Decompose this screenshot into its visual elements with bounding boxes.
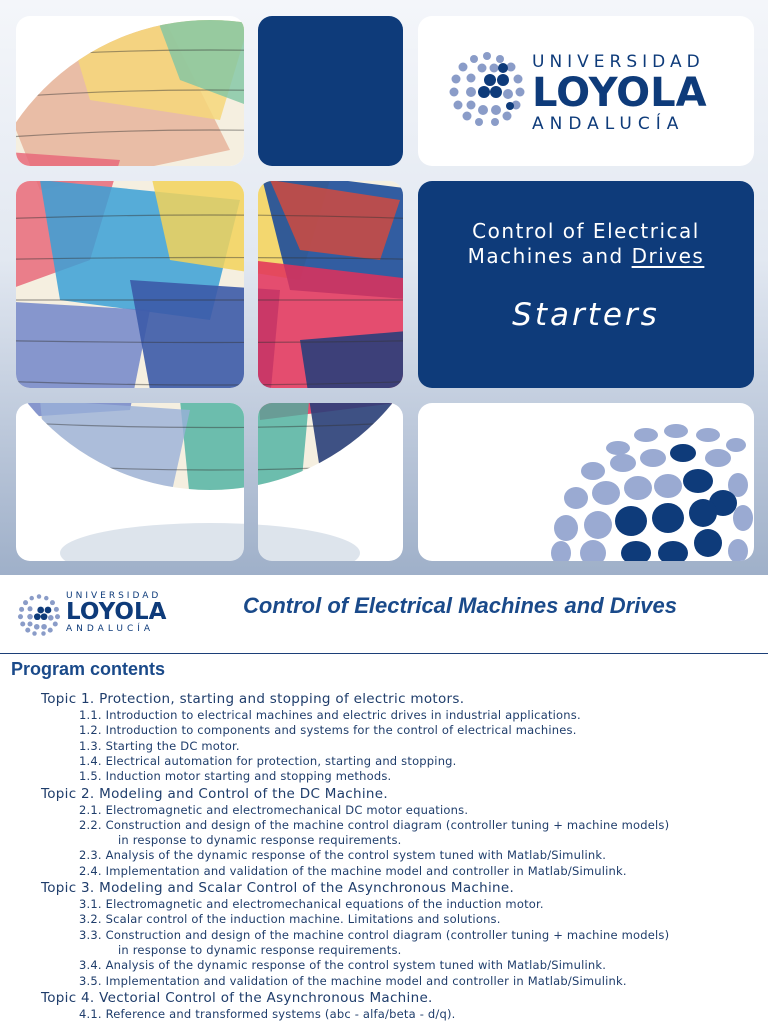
logo-tile xyxy=(418,16,754,166)
cover-title-line-1: Control of Electrical xyxy=(472,219,700,243)
subtopic-item: 1.5. Induction motor starting and stopping methods. xyxy=(79,769,392,784)
subtopic-item: 2.4. Implementation and validation of the machine model and controller in Matlab/Simulink. xyxy=(79,863,627,878)
cover-title-line-2 xyxy=(418,244,754,269)
logo-line-2: LOYOLA xyxy=(532,70,707,116)
topic-heading: Topic 2. Modeling and Control of the DC Machine. xyxy=(41,785,388,802)
cover-title-line-2-b: Drives xyxy=(631,244,705,268)
logo-small-line-1: UNIVERSIDAD xyxy=(66,591,162,601)
logo-small-line-2: LOYOLA xyxy=(66,599,167,625)
program-slide-title: Control of Electrical Machines and Drives xyxy=(243,593,678,618)
subtopic-item: 2.1. Electromagnetic and electromechanical DC motor equations. xyxy=(79,802,469,817)
logo-line-3: ANDALUCÍA xyxy=(532,114,685,134)
topic-heading: Topic 1. Protection, starting and stopping of electric motors. xyxy=(41,691,465,707)
subtopic-item: 3.1. Electromagnetic and electromechanical equations of the induction motor. xyxy=(79,897,544,911)
subtopic-item: 1.3. Starting the DC motor. xyxy=(79,738,240,753)
logo-small-line-3: ANDALUCÍA xyxy=(66,624,155,634)
subtopic-item: 1.1. Introduction to electrical machines and electric drives in industrial applications. xyxy=(79,708,581,722)
globe-art-tile-4 xyxy=(16,403,244,561)
subtopic-item: 3.3. Construction and design of the machine control diagram (controller tuning + machine models) xyxy=(79,927,670,942)
subtopic-item: 3.5. Implementation and validation of the machine model and controller in Matlab/Simulink. xyxy=(79,973,627,988)
subtopic-continuation: in response to dynamic response requirements. xyxy=(118,942,402,957)
globe-logo-small-icon xyxy=(16,592,62,638)
section-title: Program contents xyxy=(11,659,166,679)
logo-line-1: UNIVERSIDAD xyxy=(532,52,705,72)
globe-art-tile-5 xyxy=(258,403,403,561)
subtopic-continuation: in response to dynamic response requirements. xyxy=(118,833,402,848)
subtopic-item: 2.3. Analysis of the dynamic response of the control system tuned with Matlab/Simulink. xyxy=(79,848,607,863)
university-logo-text xyxy=(532,52,707,134)
university-logo-small-text xyxy=(66,591,166,634)
cover-title-line-2-a: Machines and xyxy=(467,244,632,268)
cover-title-box xyxy=(418,181,754,388)
globe-art-tile-2 xyxy=(16,181,244,388)
subtopic-item: 3.2. Scalar control of the induction machine. Limitations and solutions. xyxy=(79,912,501,927)
globe-art-tile-3 xyxy=(258,181,403,388)
navy-tile xyxy=(258,16,403,166)
subtopic-item: 4.1. Reference and transformed systems (abc - alfa/beta - d/q). xyxy=(79,1006,456,1021)
subtopic-item: 3.4. Analysis of the dynamic response of the control system tuned with Matlab/Simulink. xyxy=(79,958,607,973)
subtopic-item: 1.2. Introduction to components and systems for the control of electrical machines. xyxy=(79,723,577,738)
topic-heading: Topic 3. Modeling and Scalar Control of the Asynchronous Machine. xyxy=(41,880,515,896)
globe-logo-icon xyxy=(446,48,528,130)
program-header xyxy=(0,575,768,654)
dot-globe-tile xyxy=(418,403,754,561)
cover-subtitle: Starters xyxy=(512,297,660,333)
dot-globe-icon xyxy=(418,403,754,561)
program-slide xyxy=(0,575,768,1024)
topic-heading: Topic 4. Vectorial Control of the Asynchronous Machine. xyxy=(41,989,433,1006)
globe-art-tile-1 xyxy=(16,16,244,166)
subtopic-item: 2.2. Construction and design of the machine control diagram (controller tuning + machine models) xyxy=(79,817,670,832)
subtopic-item: 1.4. Electrical automation for protection, starting and stopping. xyxy=(79,753,457,768)
